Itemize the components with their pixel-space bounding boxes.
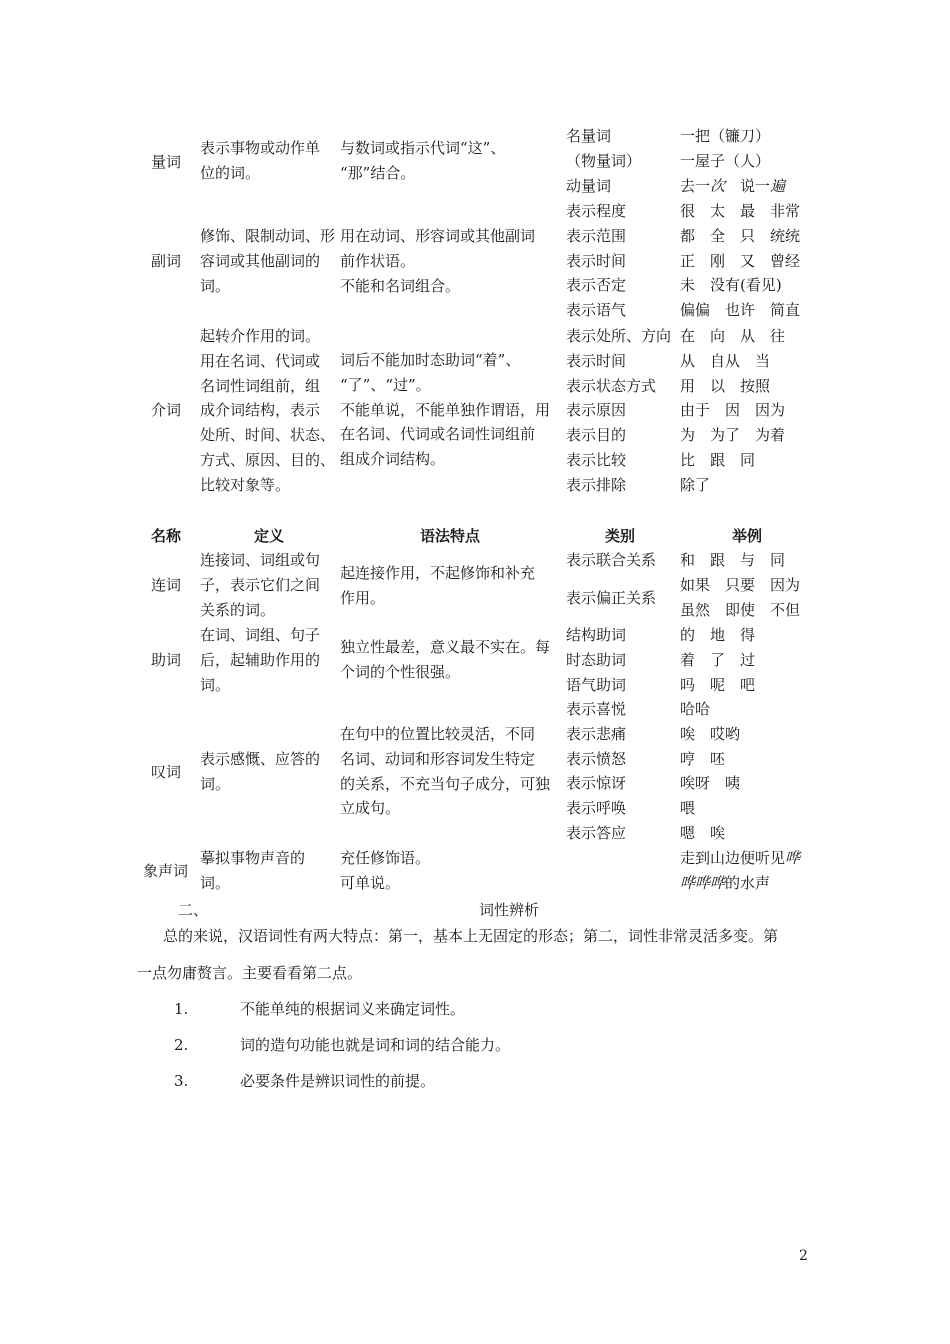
categories-lianci-1: 表示联合关系 (566, 551, 657, 569)
grammar-lianci: 起连接作用，不起修饰和补充 作用。 (340, 564, 536, 607)
examples-xiangshengci: 走到山边便听见哗 哗哗哗的水声 (680, 849, 801, 892)
row-name-zhuci: 助词 (151, 651, 182, 669)
categories-liangci: 名量词 （物量词） 动量词 (566, 127, 642, 195)
categories-fuci: 表示程度 表示范围 表示时间 表示否定 表示语气 (566, 202, 627, 320)
definition-fuci: 修饰、限制动词、形 容词或其他副词的 词。 (200, 227, 336, 295)
list-number: 2. (174, 1036, 189, 1054)
grammar-jieci: 词后不能加时态助词“着”、 “了”、“过”。 不能单说，不能单独作谓语，用 在名词、代词或名词性词组前 组成介词结构。 (340, 351, 551, 469)
page-number: 2 (799, 1248, 808, 1264)
row-name-xiangshengci: 象声词 (143, 862, 189, 880)
definition-zhuci: 在词、词组、句子 后，起辅助作用的 词。 (200, 626, 321, 694)
paragraph-line-2: 一点勿庸赘言。主要看看第二点。 (137, 964, 363, 982)
examples-liangci: 一把（镰刀） 一屋子（人） 去一次 说一遍 (680, 127, 786, 195)
examples-jieci: 在 向 从 往 从 自从 当 用 以 按照 由于 因 因为 为 为了 为着 比 跟 同 除了 (680, 327, 786, 494)
grammar-tanci: 在句中的位置比较灵活，不同 名词、动词和形容词发生特定 的关系，不充当句子成分，可独 立成句。 (340, 725, 551, 818)
list-number: 1. (174, 1000, 189, 1018)
row-name-liangci: 量词 (151, 153, 182, 171)
header-name: 名称 (151, 527, 182, 545)
header-category: 类别 (605, 527, 636, 545)
header-definition: 定义 (254, 527, 285, 545)
definition-xiangshengci: 摹拟事物声音的 词。 (200, 849, 306, 892)
row-name-lianci: 连词 (151, 576, 182, 594)
grammar-fuci: 用在动词、形容词或其他副词 前作状语。 不能和名词组合。 (340, 227, 536, 295)
categories-lianci-2: 表示偏正关系 (566, 589, 657, 607)
examples-tanci: 哈哈 唉 哎哟 哼 呸 唉呀 咦 喂 嗯 唉 (680, 700, 741, 842)
list-number: 3. (174, 1072, 189, 1090)
grammar-liangci: 与数词或指示代词“这”、 “那”结合。 (340, 139, 506, 182)
definition-jieci: 起转介作用的词。 用在名词、代词或 名词性词组前，组 成介词结构，表示 处所、时间、状态、 方式、原因、目的、 比较对象等。 (200, 327, 336, 494)
row-name-fuci: 副词 (151, 252, 182, 270)
paragraph-line-1: 总的来说，汉语词性有两大特点：第一，基本上无固定的形态；第二，词性非常灵活多变。第 (163, 927, 779, 945)
examples-zhuci: 的 地 得 着 了 过 吗 呢 吧 (680, 626, 756, 694)
definition-tanci: 表示感慨、应答的 词。 (200, 750, 321, 793)
definition-liangci: 表示事物或动作单 位的词。 (200, 139, 321, 182)
row-name-tanci: 叹词 (151, 763, 182, 781)
header-grammar: 语法特点 (420, 527, 481, 545)
categories-tanci: 表示喜悦 表示悲痛 表示愤怒 表示惊讶 表示呼唤 表示答应 (566, 700, 627, 842)
categories-jieci: 表示处所、方向 表示时间 表示状态方式 表示原因 表示目的 表示比较 表示排除 (566, 327, 672, 494)
grammar-zhuci: 独立性最差，意义最不实在。每 个词的个性很强。 (340, 638, 551, 681)
definition-lianci: 连接词、词组或句 子，表示它们之间 关系的词。 (200, 551, 321, 619)
section-number: 二、 (178, 901, 209, 919)
header-example: 举例 (732, 527, 763, 545)
row-name-jieci: 介词 (151, 401, 182, 419)
grammar-xiangshengci: 充任修饰语。 可单说。 (340, 849, 431, 892)
list-item: 不能单纯的根据词义来确定词性。 (240, 1000, 466, 1018)
section-title: 词性辨析 (479, 901, 540, 919)
list-item: 词的造句功能也就是词和词的结合能力。 (240, 1036, 511, 1054)
examples-lianci: 和 跟 与 同 如果 只要 因为 虽然 即使 不但 (680, 551, 801, 619)
list-item: 必要条件是辨识词性的前提。 (240, 1072, 436, 1090)
examples-fuci: 很 太 最 非常 都 全 只 统统 正 刚 又 曾经 未 没有(看见) 偏偏 也许 简直 (680, 202, 801, 320)
categories-zhuci: 结构助词 时态助词 语气助词 (566, 626, 627, 694)
